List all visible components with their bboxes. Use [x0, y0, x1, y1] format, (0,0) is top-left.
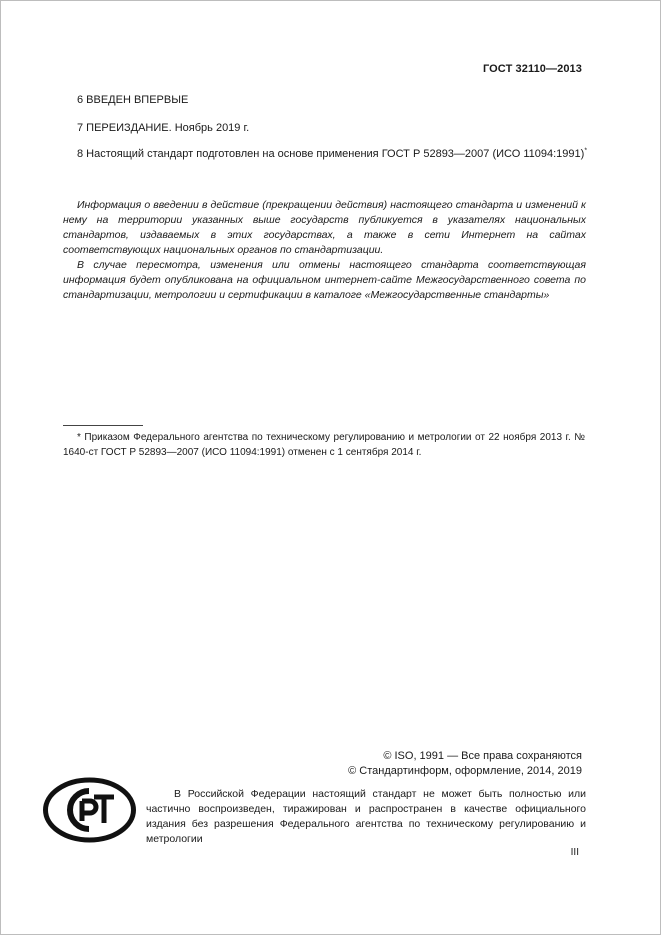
info-block — [63, 198, 586, 303]
footnote-divider — [63, 425, 143, 426]
footnote — [63, 430, 585, 460]
info-paragraph-2: В случае пересмотра, изменения или отмены настоящего стандарта соответствующая информация будет опубликована на официальном интернет-сайте Межгосударственного совета по стандартизации, метрологии и сертификации в каталоге «Межгосударственные стандарты» — [63, 259, 586, 301]
info-paragraph-1: Информация о введении в действие (прекращении действия) настоящего стандарта и изменений к нему на территории указанных выше государств публикуется в указателях национальных стандартов, издаваемых в этих государствах, а также в сети Интернет на сайтах соответствующих национальных органов по стандартизации. — [63, 199, 586, 256]
copyright-standartinform: © Стандартинформ, оформление, 2014, 2019 — [348, 765, 582, 777]
footnote-text: * Приказом Федерального агентства по техническому регулированию и метрологии от 22 ноября 2013 г. № 1640-ст ГОСТ Р 52893—2007 (ИСО 11094:1991) отменен с 1 сентября 2014 г. — [63, 432, 585, 458]
footnote-marker: * — [584, 147, 588, 155]
rst-certification-mark-icon — [42, 777, 137, 843]
page-number: III — [570, 847, 579, 858]
item-8 — [77, 148, 587, 160]
item-8-text: 8 Настоящий стандарт подготовлен на основе применения ГОСТ Р 52893—2007 (ИСО 11094:1991) — [77, 148, 585, 160]
legal-notice-text: В Российской Федерации настоящий стандарт не может быть полностью или частично воспроизведен, тиражирован и распространен в качестве официального издания без разрешения Федерального агентства по техническому регулированию и метрологии — [146, 788, 586, 845]
document-code: ГОСТ 32110—2013 — [482, 63, 582, 75]
legal-notice — [146, 787, 586, 847]
item-7: 7 ПЕРЕИЗДАНИЕ. Ноябрь 2019 г. — [77, 122, 250, 134]
item-6: 6 ВВЕДЕН ВПЕРВЫЕ — [77, 94, 189, 106]
copyright-iso: © ISO, 1991 — Все права сохраняются — [383, 750, 582, 762]
